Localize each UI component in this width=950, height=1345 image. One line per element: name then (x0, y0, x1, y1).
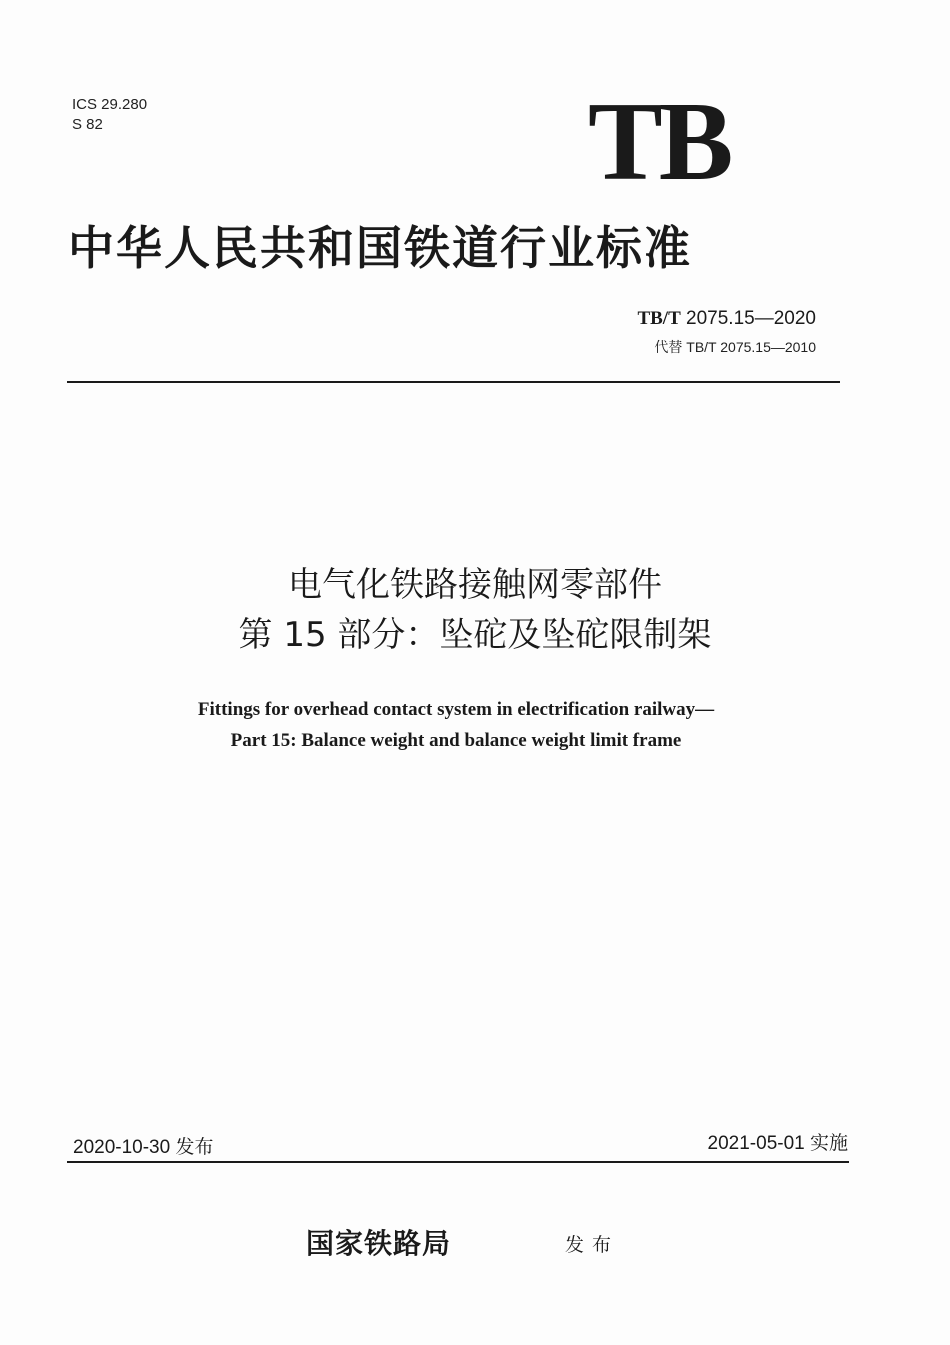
implementation-date: 2021-05-01 实施 (707, 1133, 848, 1154)
publish-date: 2020-10-30 发布 (73, 1137, 214, 1158)
standard-number-value: 2075.15—2020 (680, 308, 816, 329)
industry-standard-title: 中华人民共和国铁道行业标准 (68, 221, 692, 275)
english-title (0, 694, 912, 756)
replaces-standard: 代替 TB/T 2075.15—2010 (654, 339, 816, 355)
english-title-line-1: Fittings for overhead contact system in electrification railway— (197, 699, 715, 720)
issuing-authority: 国家铁路局 (306, 1227, 452, 1260)
classification-codes (72, 95, 147, 135)
bottom-divider (67, 1161, 849, 1163)
standard-number (637, 306, 816, 332)
ics-code: ICS 29.280 (72, 96, 148, 113)
chinese-title-line-1: 电气化铁路接触网零部件 (288, 565, 662, 605)
tb-logo: TB (588, 80, 730, 204)
ccs-code: S 82 (72, 116, 103, 133)
english-title-line-2: Part 15: Balance weight and balance weight limit frame (230, 730, 682, 751)
chinese-title-line-2: 第 15 部分：坠砣及坠砣限制架 (238, 615, 712, 655)
top-divider (67, 381, 840, 383)
standard-number-prefix: TB/T (637, 308, 681, 329)
chinese-title (0, 560, 950, 660)
issue-label: 发布 (565, 1234, 620, 1256)
